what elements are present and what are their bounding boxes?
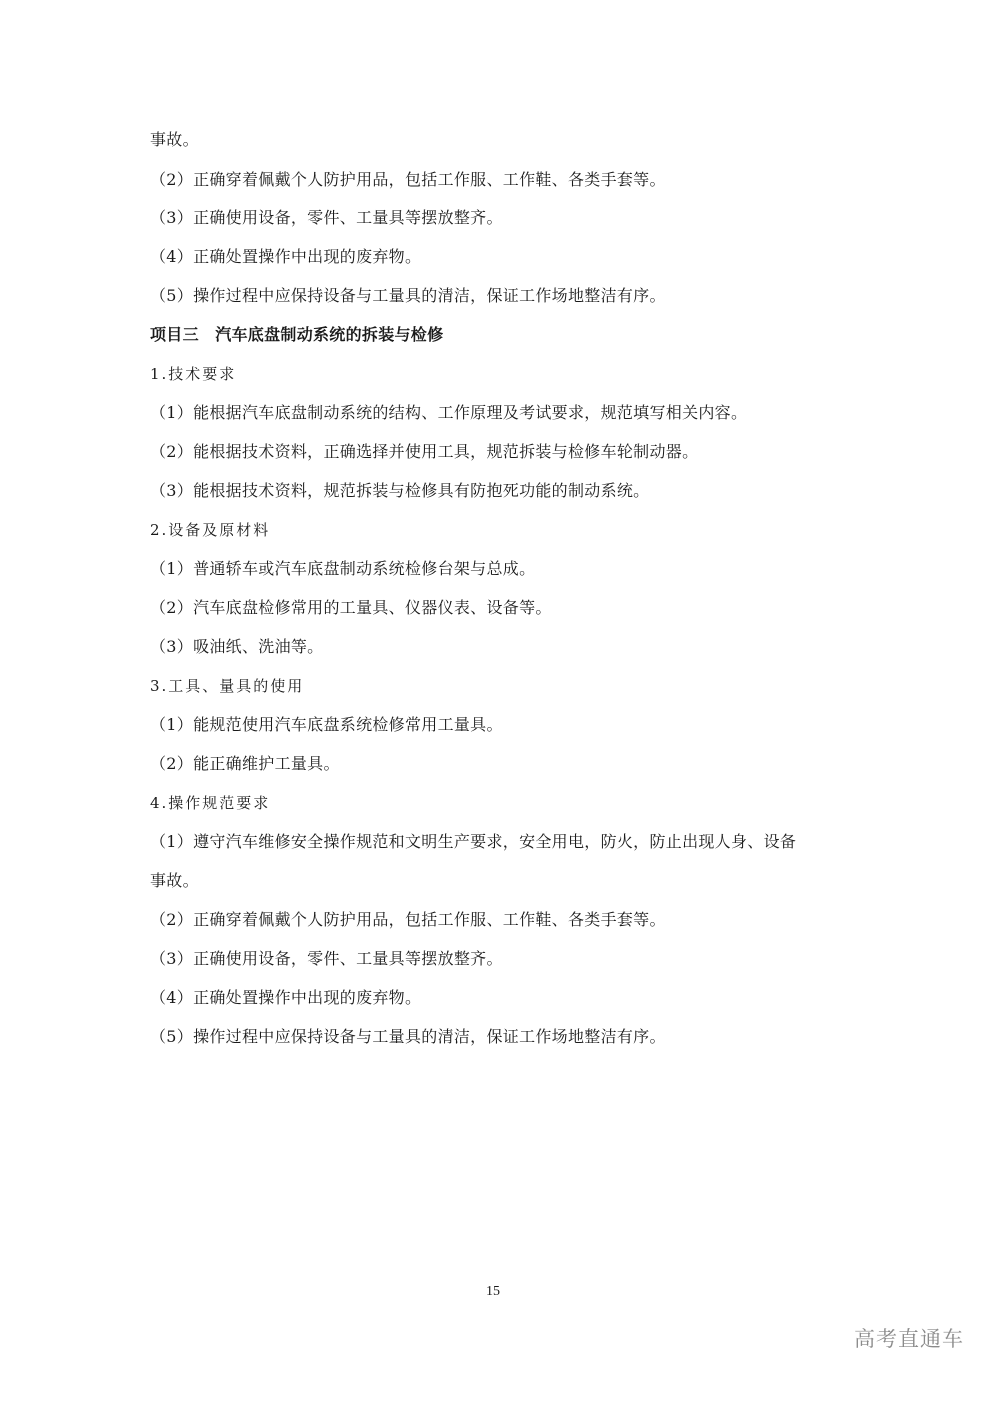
- list-item: （4）正确处置操作中出现的废弃物。: [150, 247, 422, 266]
- list-item: （2）汽车底盘检修常用的工量具、仪器仪表、设备等。: [150, 598, 552, 617]
- list-item: （1）普通轿车或汽车底盘制动系统检修台架与总成。: [150, 559, 536, 578]
- paragraph-continuation: 事故。: [150, 871, 199, 890]
- section-heading: 2.设备及原材料: [150, 521, 271, 539]
- list-item: （5）操作过程中应保持设备与工量具的清洁，保证工作场地整洁有序。: [150, 286, 666, 305]
- section-heading: 1.技术要求: [150, 365, 237, 383]
- list-item: （1）能规范使用汽车底盘系统检修常用工量具。: [150, 715, 503, 734]
- list-item: （3）吸油纸、洗油等。: [150, 637, 324, 656]
- list-item: （2）正确穿着佩戴个人防护用品，包括工作服、工作鞋、各类手套等。: [150, 910, 666, 929]
- list-item: （2）能根据技术资料，正确选择并使用工具，规范拆装与检修车轮制动器。: [150, 442, 699, 461]
- list-item: （2）正确穿着佩戴个人防护用品，包括工作服、工作鞋、各类手套等。: [150, 170, 666, 189]
- section-heading: 4.操作规范要求: [150, 794, 271, 812]
- list-item: （5）操作过程中应保持设备与工量具的清洁，保证工作场地整洁有序。: [150, 1027, 666, 1046]
- list-item: （1）能根据汽车底盘制动系统的结构、工作原理及考试要求，规范填写相关内容。: [150, 403, 748, 422]
- list-item: （3）正确使用设备，零件、工量具等摆放整齐。: [150, 949, 503, 968]
- list-item: （3）能根据技术资料，规范拆装与检修具有防抱死功能的制动系统。: [150, 481, 650, 500]
- page-number: 15: [486, 1284, 500, 1299]
- watermark: 高考直通车: [854, 1327, 964, 1351]
- list-item: （2）能正确维护工量具。: [150, 754, 340, 773]
- list-item: （4）正确处置操作中出现的废弃物。: [150, 988, 422, 1007]
- paragraph-continuation: 事故。: [150, 130, 199, 149]
- list-item: （3）正确使用设备，零件、工量具等摆放整齐。: [150, 208, 503, 227]
- list-item: （1）遵守汽车维修安全操作规范和文明生产要求，安全用电，防火，防止出现人身、设备: [150, 832, 797, 851]
- section-heading: 3.工具、量具的使用: [150, 677, 305, 695]
- project-title: 项目三 汽车底盘制动系统的拆装与检修: [150, 325, 444, 344]
